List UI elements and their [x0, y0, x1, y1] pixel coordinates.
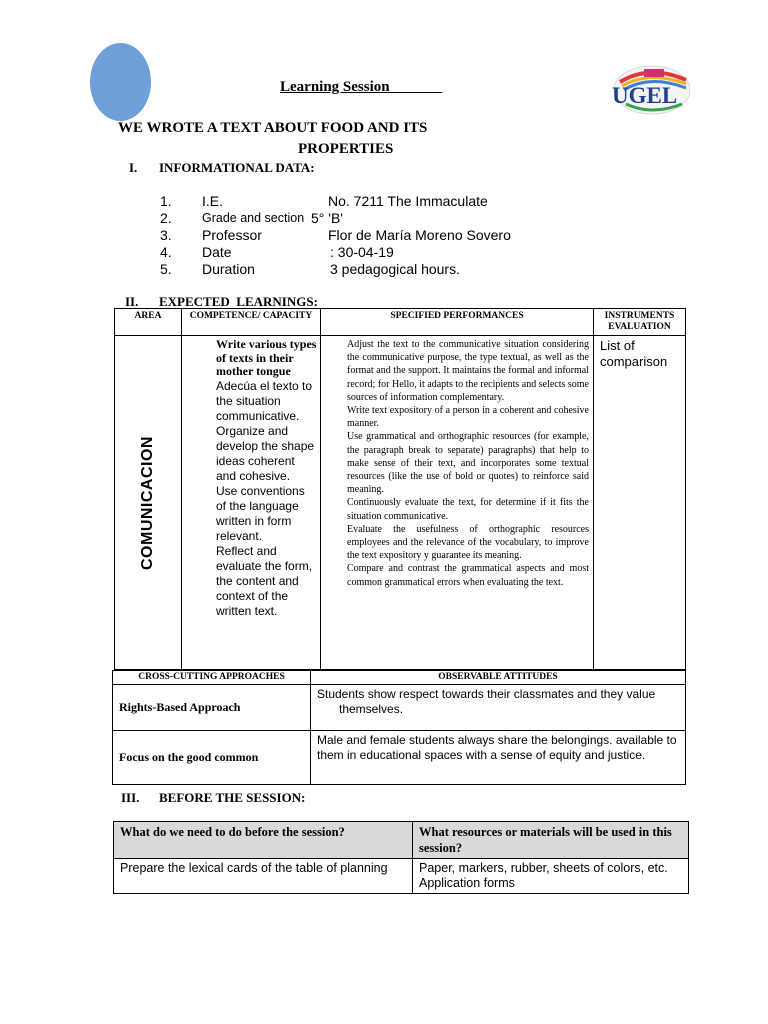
list-item: Reflect and evaluate the form, the content and context of the written text. [216, 543, 313, 618]
attitude-cell: Male and female students always share the belongings. available to them in educational spaces with a sense of equity and justice. [311, 731, 686, 785]
list-item: Organize and develop the shape ideas coherent and cohesive. [216, 423, 315, 483]
header-area: AREA [115, 309, 182, 336]
before-header-right: What resources or materials will be used in this session? [413, 822, 689, 859]
before-header-row [114, 822, 689, 859]
section3-number: III. [121, 790, 140, 805]
competence-cell [182, 336, 321, 670]
before-left-cell: Prepare the lexical cards of the table of planning [114, 859, 413, 894]
header-competence: COMPETENCE/ CAPACITY [182, 309, 321, 336]
info-row-2: 2. Grade and section 5° 'B' [160, 210, 343, 226]
table-row [114, 859, 689, 894]
lesson-heading-line1: WE WROTE A TEXT ABOUT FOOD AND ITS [118, 120, 428, 136]
section1-title: INFORMATIONAL DATA: [159, 160, 315, 175]
list-item: Write various types of texts in their mother tongue [216, 337, 317, 378]
cross-header-attitudes: OBSERVABLE ATTITUDES [311, 671, 686, 685]
header-instruments: INSTRUMENTS EVALUATION [594, 309, 686, 336]
before-right-cell [413, 859, 689, 894]
info-row-3: 3. Professor Flor de María Moreno Sovero [160, 227, 511, 243]
table-header-row [115, 309, 686, 336]
list-item: Continuously evaluate the text, for determine if it fits the situation communicative. [347, 497, 589, 522]
blue-oval-decoration [90, 43, 151, 121]
cross-header-approaches: CROSS-CUTTING APPROACHES [113, 671, 311, 685]
approach-cell: Focus on the good common [113, 731, 311, 785]
header-performances: SPECIFIED PERFORMANCES [321, 309, 594, 336]
logo-text: UGEL [612, 83, 678, 108]
before-session-table [113, 821, 689, 894]
expected-learnings-table [114, 308, 686, 670]
info-row-5: 5. Duration 3 pedagogical hours. [160, 261, 460, 277]
info-row-1: 1. I.E. No. 7211 The Immaculate [160, 193, 488, 209]
list-item: Adecúa el texto to the situation communicative. [216, 378, 313, 423]
cross-header-row [113, 671, 686, 685]
info-row-4: 4. Date : 30-04-19 [160, 244, 394, 260]
list-item: Adjust the text to the communicative situation considering the communicative purpose, the type textual, as well as the format and the support. It maintains the formal and informal record; for Hello, it adapts to the recipients and selects some sources of information complementary. [347, 339, 589, 403]
list-item: Evaluate the usefulness of orthographic resources employees and the relevance of the vocabulary, to improve the text expository y guarantee its meaning. [347, 523, 589, 562]
table-row [113, 685, 686, 731]
approach-cell: Rights-Based Approach [113, 685, 311, 731]
section3-title: BEFORE THE SESSION: [159, 790, 306, 805]
ugel-logo [610, 64, 690, 116]
lesson-heading-line2: PROPERTIES [298, 141, 394, 157]
attitude-cell: Students show respect towards their classmates and they value themselves. [311, 685, 686, 731]
list-item: Use conventions of the language written in form relevant. [216, 483, 305, 543]
list-item: Write text expository of a person in a coherent and cohesive manner. [347, 405, 589, 430]
resource-line: Application forms [419, 876, 515, 890]
before-header-left: What do we need to do before the session? [114, 822, 413, 859]
list-item: Compare and contrast the grammatical aspects and most common grammatical errors when evaluating the text. [347, 563, 589, 588]
area-label: COMUNICACION [139, 435, 156, 570]
section1-number: I. [129, 160, 138, 175]
area-cell [115, 336, 182, 670]
table-row [115, 336, 686, 670]
performances-cell [321, 336, 594, 670]
cross-cutting-table [112, 670, 686, 785]
page-title: Learning Session [280, 79, 390, 95]
section2-title: EXPECTED LEARNINGS: [159, 294, 318, 309]
instrument-cell: List of comparison [594, 336, 686, 670]
table-row [113, 731, 686, 785]
resource-line: Paper, markers, rubber, sheets of colors, etc. [419, 861, 668, 875]
list-item: Use grammatical and orthographic resources (for example, the paragraph break to separate) paragraphs) that help to make sense of their text, and incorporates some textual resources (like the use of bold or quotes) to reinforce said meaning. [347, 431, 589, 496]
section2-number: II. [125, 294, 139, 309]
